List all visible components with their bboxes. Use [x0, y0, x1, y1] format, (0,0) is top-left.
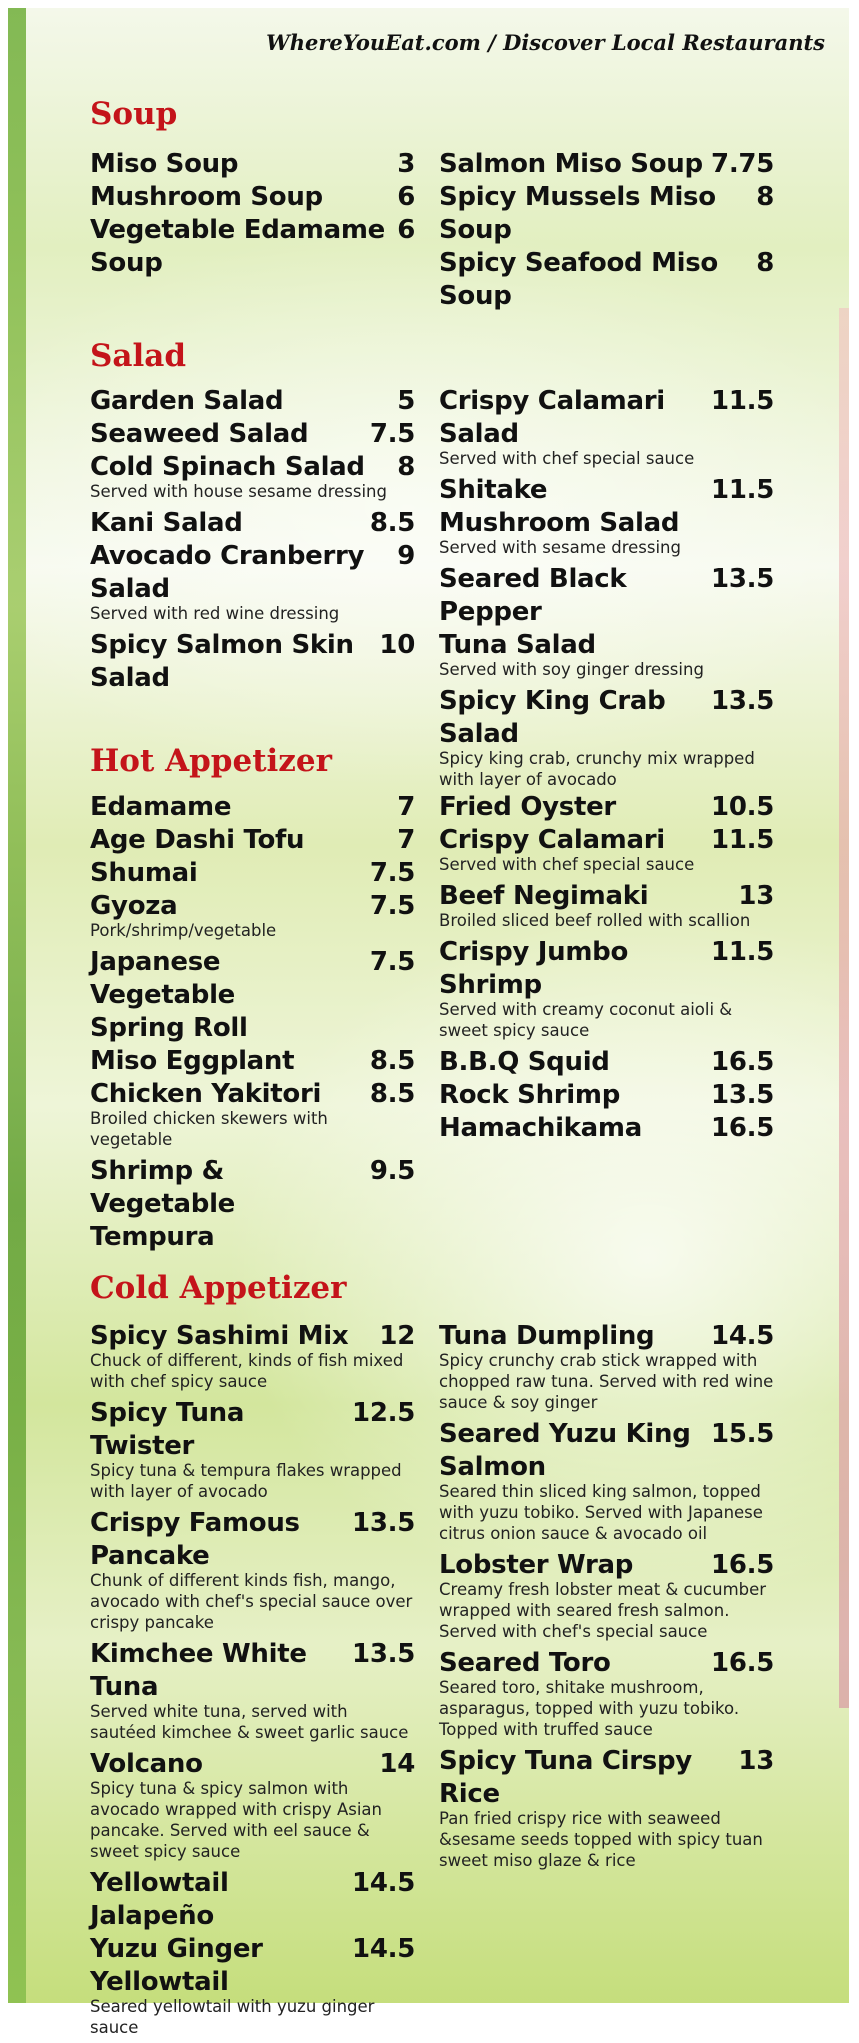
menu-item-name: Spicy Seafood Miso Soup — [439, 248, 718, 311]
menu-item-price: 7.5 — [369, 947, 415, 977]
menu-item-row — [90, 857, 415, 890]
soup-left-column — [90, 148, 415, 280]
menu-item-name: Avocado Cranberry — [90, 541, 365, 571]
menu-item-name: Cold Spinach Salad — [90, 452, 365, 482]
menu-item — [90, 1397, 415, 1502]
menu-item-name: Volcano — [90, 1749, 203, 1779]
menu-item-row — [90, 1638, 415, 1704]
menu-item-description: Creamy fresh lobster meat & cucumber wrapped with seared fresh salmon. Served with chef's special sauce — [439, 1580, 767, 1641]
menu-item — [439, 1647, 774, 1740]
menu-item-name: Kimchee White Tuna — [90, 1639, 307, 1702]
menu-item — [439, 791, 774, 824]
menu-item — [90, 1748, 415, 1862]
menu-item — [90, 385, 415, 418]
menu-item-row — [439, 1320, 774, 1353]
menu-item-row — [90, 1748, 415, 1781]
menu-item-name: Seared Yuzu King Salmon — [439, 1419, 691, 1482]
cold-appetizer-right-column — [439, 1320, 774, 1876]
menu-item-price: 14 — [379, 1749, 415, 1779]
menu-item-description: Served with sesame dressing — [439, 538, 681, 557]
menu-item-price: 14.5 — [352, 1934, 415, 1964]
menu-item-price: 16.5 — [711, 1550, 774, 1580]
menu-item-description: Served with chef special sauce — [439, 449, 695, 468]
menu-item-row — [90, 1320, 415, 1353]
menu-item-row — [439, 1079, 774, 1112]
menu-item-price: 14.5 — [711, 1321, 774, 1351]
salad-left-column — [90, 385, 415, 695]
menu-item-row — [90, 181, 415, 214]
menu-item — [439, 1745, 774, 1871]
hot-appetizer-right-column — [439, 791, 774, 1145]
menu-item-price: 13.5 — [711, 686, 774, 716]
menu-item-price: 8 — [397, 452, 415, 482]
menu-item-row — [439, 1745, 774, 1811]
menu-item-row — [439, 1549, 774, 1582]
menu-item-price: 16.5 — [711, 1648, 774, 1678]
menu-item — [90, 148, 415, 181]
menu-item-price: 7.5 — [369, 419, 415, 449]
cold-appetizer-left-column — [90, 1320, 415, 2043]
menu-item-name: Kani Salad — [90, 508, 243, 538]
menu-item-description: Served with soy ginger dressing — [439, 660, 704, 679]
menu-item-name: Spicy Salmon Skin Salad — [90, 630, 354, 693]
soup-right-column — [439, 148, 774, 313]
menu-item-name: Chicken Yakitori — [90, 1079, 322, 1109]
menu-item-description: Served with house sesame dressing — [90, 482, 387, 501]
menu-item-price: 7 — [397, 825, 415, 855]
menu-item-row — [439, 1112, 774, 1145]
menu-item — [90, 1155, 415, 1254]
menu-item-price: 8 — [756, 182, 774, 212]
menu-item-description: Pork/shrimp/vegetable — [90, 921, 277, 940]
menu-item-row — [439, 474, 774, 540]
menu-item-name: Miso Eggplant — [90, 1046, 295, 1076]
menu-item-price: 10 — [379, 630, 415, 660]
menu-item — [90, 418, 415, 451]
menu-item-row — [90, 540, 415, 573]
menu-item — [90, 451, 415, 502]
menu-item-price: 8.5 — [369, 1046, 415, 1076]
menu-item-price: 5 — [397, 386, 415, 416]
menu-item-row — [439, 181, 774, 247]
menu-item-name-line2: Tempura — [90, 1222, 215, 1252]
section-title-hot-appetizer: Hot Appetizer — [90, 743, 332, 779]
menu-item — [439, 880, 774, 931]
menu-item — [439, 824, 774, 875]
menu-item-name-line2: Salad — [90, 574, 170, 604]
menu-item-price: 10.5 — [711, 792, 774, 822]
menu-item-name: Spicy Tuna Twister — [90, 1398, 245, 1461]
menu-item-row — [90, 824, 415, 857]
menu-item-row — [90, 890, 415, 923]
menu-item-price: 13.5 — [711, 564, 774, 594]
menu-item-name: Edamame — [90, 792, 232, 822]
menu-item-description: Spicy king crab, crunchy mix wrapped with layer of avocado — [439, 749, 755, 789]
menu-item-price: 13.5 — [352, 1639, 415, 1669]
menu-item-price: 14.5 — [352, 1868, 415, 1898]
menu-item-name: Shitake Mushroom Salad — [439, 475, 680, 538]
menu-item-name: Beef Negimaki — [439, 881, 649, 911]
menu-item-price: 9.5 — [369, 1156, 415, 1186]
menu-item-name: Salmon Miso Soup — [439, 149, 703, 179]
menu-item — [90, 1507, 415, 1633]
menu-item-row — [90, 1507, 415, 1573]
menu-item-row — [90, 148, 415, 181]
menu-item-name: Vegetable Edamame Soup — [90, 215, 385, 278]
menu-item-row — [439, 936, 774, 1002]
menu-item — [439, 385, 774, 469]
menu-item-price: 7 — [397, 792, 415, 822]
menu-item — [90, 1078, 415, 1150]
section-title-soup: Soup — [90, 96, 178, 132]
menu-item-price: 12 — [379, 1321, 415, 1351]
menu-item-price: 11.5 — [711, 937, 774, 967]
menu-item — [90, 890, 415, 941]
menu-item — [439, 1320, 774, 1413]
menu-item-name: Yuzu Ginger Yellowtail — [90, 1934, 263, 1997]
menu-item-row — [90, 1867, 415, 1933]
menu-item-row — [90, 791, 415, 824]
menu-item-price: 12.5 — [352, 1398, 415, 1428]
menu-item — [90, 1638, 415, 1743]
menu-item-description: Served with chef special sauce — [439, 855, 695, 874]
menu-item-description: Chunk of different kinds fish, mango, avocado with chef's special sauce over crispy pancake — [90, 1571, 413, 1632]
menu-item — [90, 1933, 415, 2038]
menu-item-row — [90, 1078, 415, 1111]
menu-item — [90, 629, 415, 695]
menu-item-row — [90, 214, 415, 280]
menu-item-price: 7.5 — [369, 891, 415, 921]
menu-item-price: 13 — [738, 881, 774, 911]
menu-item-name: Spicy Sashimi Mix — [90, 1321, 349, 1351]
menu-item-price: 13.5 — [711, 1080, 774, 1110]
menu-item-price: 9 — [397, 541, 415, 571]
menu-item-price: 16.5 — [711, 1047, 774, 1077]
menu-item — [439, 1418, 774, 1544]
menu-item-row — [90, 1045, 415, 1078]
menu-item — [439, 1046, 774, 1079]
menu-item-price: 11.5 — [711, 386, 774, 416]
section-title-cold-appetizer: Cold Appetizer — [90, 1270, 347, 1306]
menu-item-row — [90, 451, 415, 484]
menu-item-description: Spicy tuna & spicy salmon with avocado wrapped with crispy Asian pancake. Served with eel sauce & sweet spicy sauce — [90, 1779, 382, 1861]
menu-item-name: Hamachikama — [439, 1113, 642, 1143]
menu-page — [8, 8, 849, 2037]
menu-item-name: Spicy King Crab Salad — [439, 686, 666, 749]
menu-item-row — [90, 507, 415, 540]
menu-item-price: 3 — [397, 149, 415, 179]
menu-item-price: 6 — [397, 215, 415, 245]
menu-item-description: Seared thin sliced king salmon, topped with yuzu tobiko. Served with Japanese citrus onion sauce & avocado oil — [439, 1482, 763, 1543]
menu-item — [90, 540, 415, 624]
menu-item — [439, 1549, 774, 1642]
menu-item-row — [90, 629, 415, 695]
menu-item — [90, 1045, 415, 1078]
menu-item — [90, 824, 415, 857]
menu-item-row — [90, 1397, 415, 1463]
menu-item-description: Chuck of different, kinds of fish mixed with chef spicy sauce — [90, 1351, 404, 1391]
menu-item — [90, 946, 415, 1045]
menu-item-name: Fried Oyster — [439, 792, 616, 822]
menu-item-description: Spicy crunchy crab stick wrapped with chopped raw tuna. Served with red wine sauce & soy ginger — [439, 1351, 774, 1412]
menu-item-row — [90, 946, 415, 1012]
menu-item — [90, 791, 415, 824]
menu-item-row — [90, 418, 415, 451]
menu-item — [439, 936, 774, 1041]
menu-item-name: Seared Toro — [439, 1648, 611, 1678]
menu-item-row — [439, 824, 774, 857]
menu-item-name: Crispy Famous Pancake — [90, 1508, 300, 1571]
menu-item-name: Spicy Tuna Cirspy Rice — [439, 1746, 692, 1809]
menu-item-row — [439, 685, 774, 751]
menu-item-name: Garden Salad — [90, 386, 284, 416]
menu-item-price: 13.5 — [352, 1508, 415, 1538]
menu-item-row — [90, 385, 415, 418]
menu-item — [439, 563, 774, 680]
menu-item — [90, 214, 415, 280]
menu-item-price: 6 — [397, 182, 415, 212]
menu-item-name-line2: Spring Roll — [90, 1013, 248, 1043]
menu-item-row — [439, 247, 774, 313]
menu-item-price: 7.5 — [369, 858, 415, 888]
hot-appetizer-left-column — [90, 791, 415, 1254]
menu-item-row — [439, 385, 774, 451]
right-decorative-strip — [839, 308, 849, 1708]
menu-item-name: Spicy Mussels Miso Soup — [439, 182, 716, 245]
menu-item — [439, 685, 774, 790]
menu-item-name: Age Dashi Tofu — [90, 825, 305, 855]
menu-item-name: Japanese Vegetable — [90, 947, 236, 1010]
menu-item-name: Mushroom Soup — [90, 182, 323, 212]
menu-item-name: Crispy Calamari Salad — [439, 386, 665, 449]
menu-item-row — [90, 1155, 415, 1221]
menu-item-row — [439, 563, 774, 629]
salad-right-column — [439, 385, 774, 795]
menu-item-name: B.B.Q Squid — [439, 1047, 610, 1077]
menu-item-name: Seared Black Pepper — [439, 564, 627, 627]
menu-item — [439, 1112, 774, 1145]
menu-item — [439, 148, 774, 181]
menu-item-row — [439, 1418, 774, 1484]
menu-item-description: Spicy tuna & tempura flakes wrapped with layer of avocado — [90, 1461, 402, 1501]
menu-item-row — [439, 1647, 774, 1680]
menu-item-description: Seared yellowtail with yuzu ginger sauce — [90, 1997, 375, 2037]
menu-item-description: Served white tuna, served with sautéed kimchee & sweet garlic sauce — [90, 1702, 409, 1742]
menu-item-description: Pan fried crispy rice with seaweed &sesame seeds topped with spicy tuan sweet miso glaze & rice — [439, 1809, 763, 1870]
menu-item-name: Tuna Dumpling — [439, 1321, 655, 1351]
menu-item-name: Miso Soup — [90, 149, 239, 179]
menu-item-price: 7.75 — [711, 149, 774, 179]
menu-item-row — [439, 791, 774, 824]
menu-item-name: Lobster Wrap — [439, 1550, 634, 1580]
menu-item-row — [90, 1933, 415, 1999]
menu-item-name: Crispy Jumbo Shrimp — [439, 937, 629, 1000]
menu-item-description: Seared toro, shitake mushroom, asparagus, topped with yuzu tobiko. Topped with truffed sauce — [439, 1678, 740, 1739]
menu-item-row — [439, 148, 774, 181]
menu-item — [439, 474, 774, 558]
menu-item-price: 8.5 — [369, 508, 415, 538]
menu-item-description: Broiled chicken skewers with vegetable — [90, 1109, 328, 1149]
menu-item — [439, 1079, 774, 1112]
menu-item — [90, 1867, 415, 1933]
menu-item-name: Shrimp & Vegetable — [90, 1156, 236, 1219]
menu-item-name: Shumai — [90, 858, 198, 888]
menu-item-name: Crispy Calamari — [439, 825, 665, 855]
menu-item — [90, 507, 415, 540]
menu-item — [90, 857, 415, 890]
menu-item-name: Gyoza — [90, 891, 178, 921]
menu-item-price: 15.5 — [711, 1419, 774, 1449]
menu-item-description: Served with red wine dressing — [90, 604, 340, 623]
site-header: WhereYouEat.com / Discover Local Restaurants — [266, 30, 825, 55]
section-title-salad: Salad — [90, 338, 187, 374]
menu-item-price: 11.5 — [711, 825, 774, 855]
menu-item-name: Yellowtail Jalapeño — [90, 1868, 229, 1931]
menu-item-description: Broiled sliced beef rolled with scallion — [439, 911, 751, 930]
menu-item-price: 8 — [756, 248, 774, 278]
menu-item-price: 11.5 — [711, 475, 774, 505]
menu-item-price: 16.5 — [711, 1113, 774, 1143]
menu-item — [439, 247, 774, 313]
menu-item-row — [439, 1046, 774, 1079]
menu-item-price: 13 — [738, 1746, 774, 1776]
menu-item-description: Served with creamy coconut aioli & sweet spicy sauce — [439, 1000, 733, 1040]
menu-item — [90, 1320, 415, 1392]
menu-item-name: Seaweed Salad — [90, 419, 309, 449]
menu-item-row — [439, 880, 774, 913]
menu-item — [90, 181, 415, 214]
menu-item-name-line2: Tuna Salad — [439, 630, 596, 660]
menu-item-price: 8.5 — [369, 1079, 415, 1109]
menu-item-name: Rock Shrimp — [439, 1080, 621, 1110]
menu-item — [439, 181, 774, 247]
left-decorative-strip — [8, 8, 26, 2003]
